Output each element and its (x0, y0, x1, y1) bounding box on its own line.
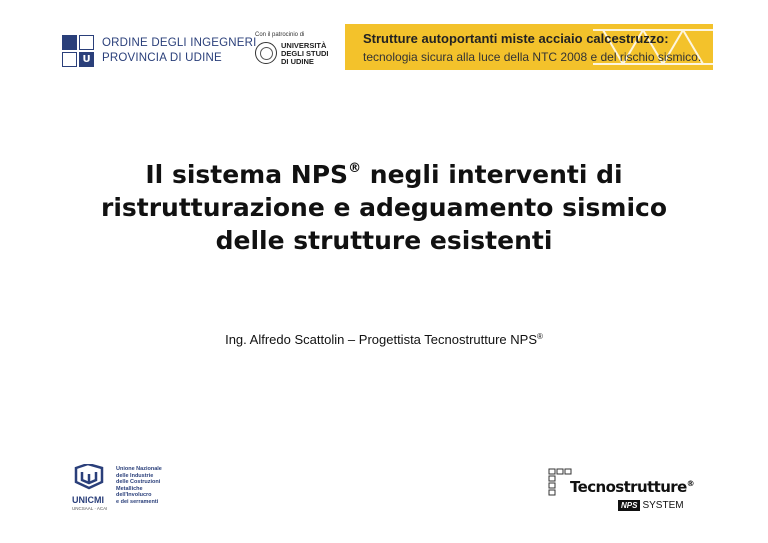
university-seal-icon (255, 42, 277, 64)
unicmi-mark-icon (72, 464, 106, 494)
unicmi-sub: UNCSAAL · ACAI (72, 506, 108, 511)
ordine-line1: ORDINE DEGLI INGEGNERI (102, 37, 257, 49)
unicmi-logo (72, 464, 182, 514)
banner-subline: tecnologia sicura alla luce della NTC 2008 e del rischio sismico. (363, 50, 702, 64)
ordine-ingegneri-logo (62, 34, 257, 68)
title-line-1: Il sistema NPS® negli interventi di (145, 160, 623, 189)
tecnostrutture-wordmark: Tecnostrutture® (570, 478, 695, 496)
system-label: SYSTEM (642, 500, 684, 511)
tecnostrutture-logo (548, 468, 708, 516)
slide-title (0, 152, 768, 257)
unicmi-label: UNICMI (72, 495, 104, 505)
ordine-logo-mark: U (62, 35, 94, 67)
title-line-2: ristrutturazione e adeguamento sismico (100, 193, 668, 222)
banner-headline: Strutture autoportanti miste acciaio calcestruzzo: (363, 31, 669, 46)
ordine-line2: PROVINCIA DI UDINE (102, 52, 222, 64)
university-name: UNIVERSITÀ DEGLI STUDI DI UDINE (281, 41, 329, 66)
patronage-label: Con il patrocinio di (255, 32, 305, 38)
university-logo (255, 32, 337, 76)
title-line-3: delle strutture esistenti (215, 226, 553, 255)
nps-badge: NPS (618, 500, 640, 511)
nps-system-mark (618, 500, 684, 511)
unicmi-description: Unione Nazionale delle Industrie delle Costruzioni Metalliche dell'Involucro e dei serramenti (116, 466, 162, 505)
author-line: Ing. Alfredo Scattolin – Progettista Tecnostrutture NPS® (225, 332, 543, 347)
conference-banner (345, 24, 713, 70)
ordine-text (102, 36, 257, 66)
